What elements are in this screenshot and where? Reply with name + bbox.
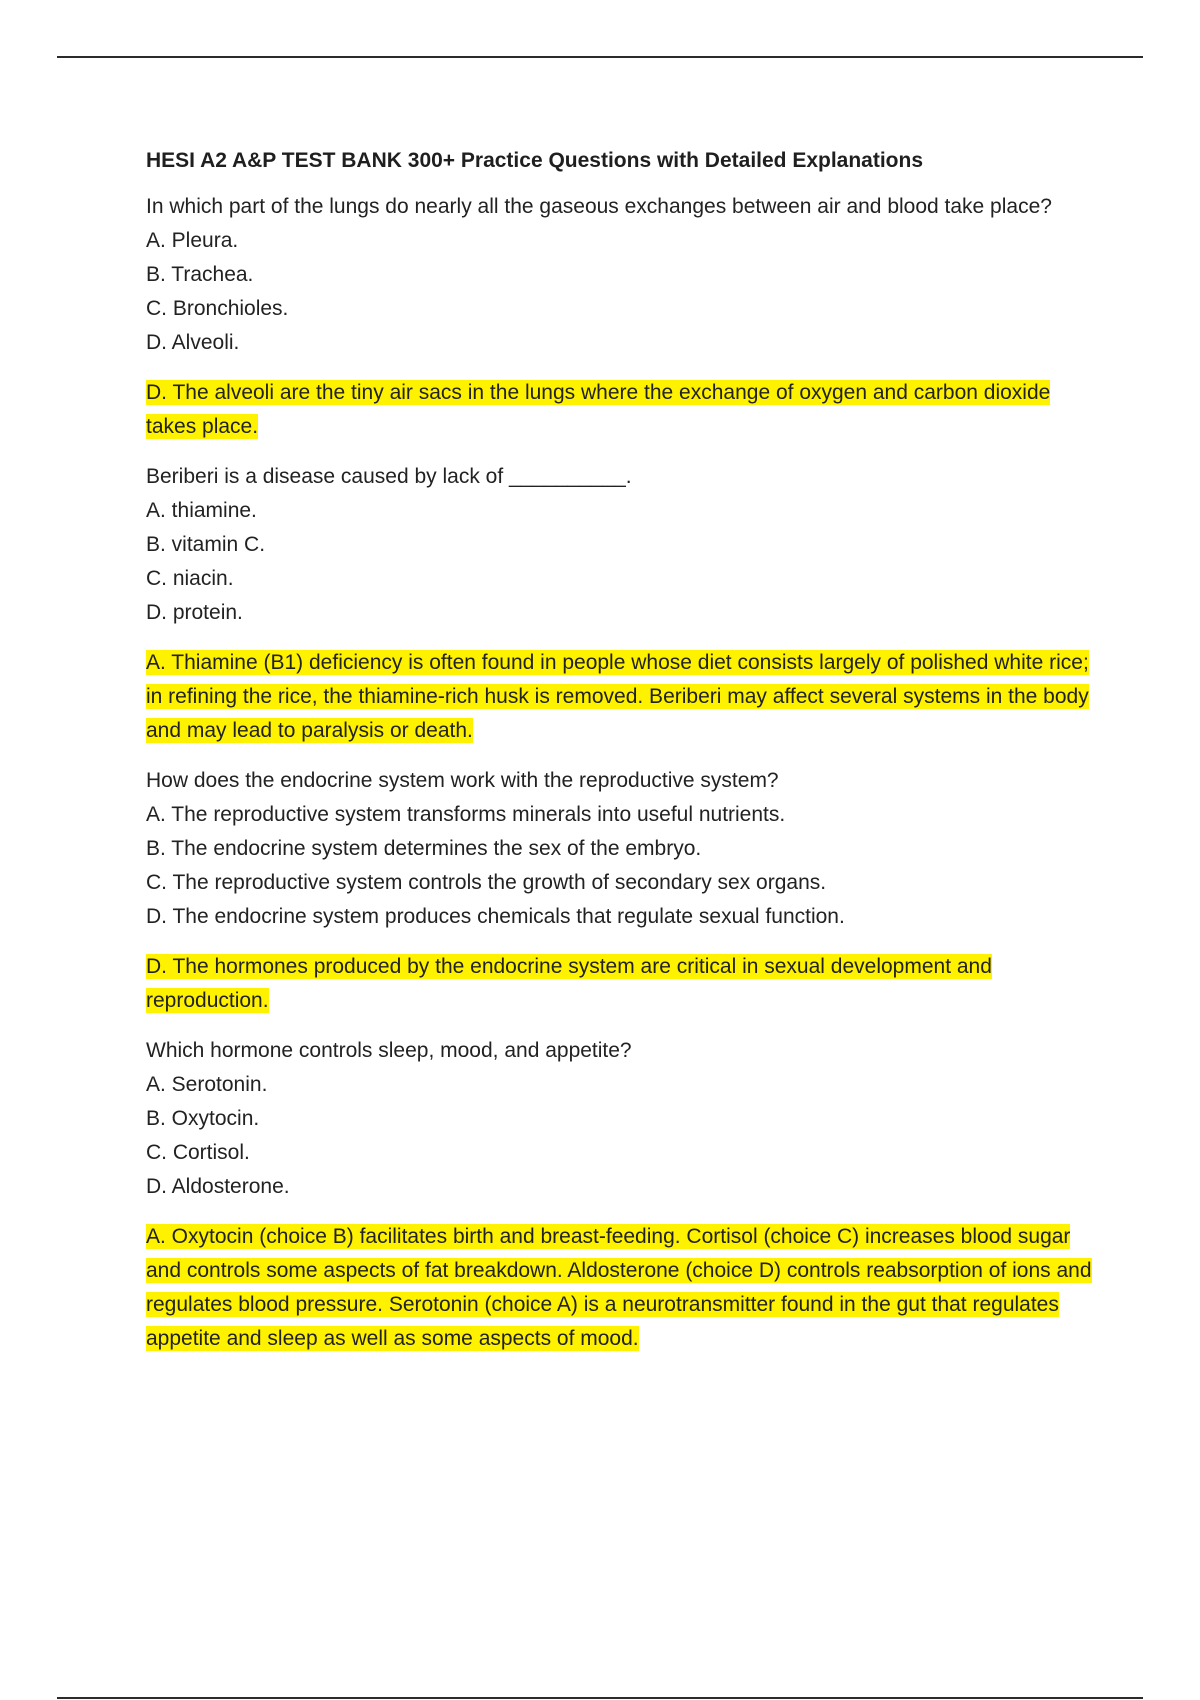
answer-explanation	[146, 950, 1096, 1018]
question-text: Which hormone controls sleep, mood, and appetite?	[146, 1039, 632, 1062]
question-block-4	[146, 1034, 1096, 1356]
option-b: B. The endocrine system determines the sex of the embryo.	[146, 837, 702, 860]
option-b: B. Oxytocin.	[146, 1107, 260, 1130]
document-body	[146, 144, 1096, 1372]
option-a: A. thiamine.	[146, 499, 257, 522]
highlighted-answer: A. Oxytocin (choice B) facilitates birth and breast-feeding. Cortisol (choice C) increases blood sugar and controls some aspects of fat breakdown. Aldosterone (choice D) controls reabsorption of ions and regulates blood pressure. Serotonin (choice A) is a neurotransmitter found in the gut that regulates appetite and sleep as well as some aspects of mood.	[146, 1225, 1092, 1350]
option-a: A. The reproductive system transforms minerals into useful nutrients.	[146, 803, 786, 826]
question-block-1	[146, 190, 1096, 444]
question-text: How does the endocrine system work with the reproductive system?	[146, 769, 779, 792]
option-a: A. Pleura.	[146, 229, 239, 252]
option-c: C. Cortisol.	[146, 1141, 250, 1164]
option-b: B. Trachea.	[146, 263, 254, 286]
header-rule	[57, 56, 1143, 58]
question-block-2	[146, 460, 1096, 748]
highlighted-answer: A. Thiamine (B1) deficiency is often found in people whose diet consists largely of polished white rice; in refining the rice, the thiamine-rich husk is removed. Beriberi may affect several systems in the body and may lead to paralysis or death.	[146, 651, 1089, 742]
option-d: D. protein.	[146, 601, 243, 624]
option-c: C. niacin.	[146, 567, 234, 590]
option-c: C. The reproductive system controls the growth of secondary sex organs.	[146, 871, 827, 894]
option-b: B. vitamin C.	[146, 533, 266, 556]
document-title: HESI A2 A&P TEST BANK 300+ Practice Questions with Detailed Explanations	[146, 149, 924, 172]
question-block-3	[146, 764, 1096, 1018]
option-d: D. The endocrine system produces chemicals that regulate sexual function.	[146, 905, 845, 928]
highlighted-answer: D. The hormones produced by the endocrine system are critical in sexual development and reproduction.	[146, 955, 992, 1012]
footer-rule	[57, 1697, 1143, 1699]
answer-explanation	[146, 646, 1096, 748]
answer-explanation	[146, 1220, 1096, 1356]
highlighted-answer: D. The alveoli are the tiny air sacs in the lungs where the exchange of oxygen and carbon dioxide takes place.	[146, 381, 1051, 438]
option-d: D. Alveoli.	[146, 331, 240, 354]
option-a: A. Serotonin.	[146, 1073, 268, 1096]
option-d: D. Aldosterone.	[146, 1175, 290, 1198]
option-c: C. Bronchioles.	[146, 297, 289, 320]
question-text: In which part of the lungs do nearly all the gaseous exchanges between air and blood take place?	[146, 195, 1052, 218]
question-text: Beriberi is a disease caused by lack of __________.	[146, 465, 632, 488]
answer-explanation	[146, 376, 1096, 444]
